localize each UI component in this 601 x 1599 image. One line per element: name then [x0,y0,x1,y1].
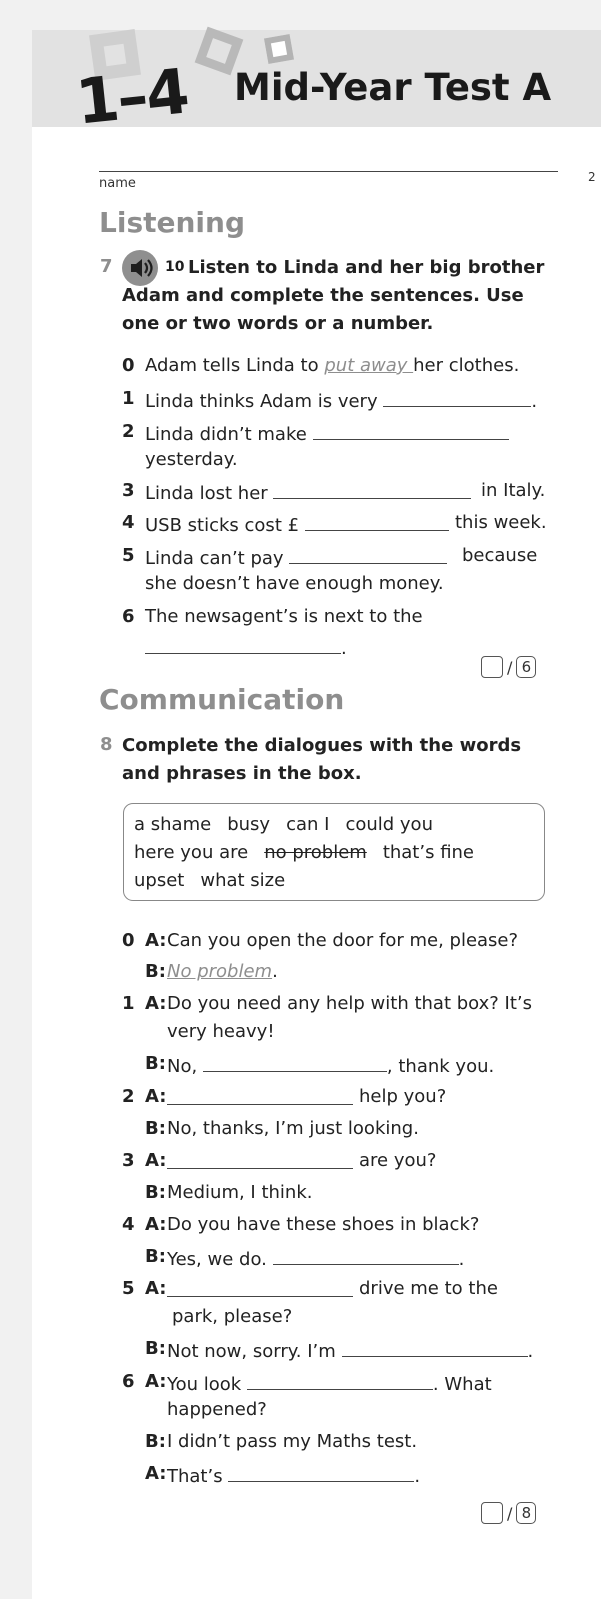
dialogue-line: No problem. [167,961,278,982]
item-number: 4 [122,512,135,533]
item-number: 2 [122,421,135,442]
score-box: / 8 [481,1502,536,1524]
sentence-5-cont: she doesn’t have enough money. [145,573,444,594]
speaker-label: A: [145,930,167,951]
sentence-2: Linda didn’t make [145,421,509,445]
unit-number: 1–4 [72,54,191,139]
sentence-3-end: in Italy. [481,480,546,501]
score-input-box[interactable] [481,656,503,678]
track-number: 10 [165,259,185,275]
speaker-label: A: [145,993,167,1014]
answer-blank[interactable] [273,1246,459,1265]
sentence-5-end: because [462,545,538,566]
sentence-4: USB sticks cost £ [145,512,449,536]
item-number: 3 [122,480,135,501]
dialogue-number: 2 [122,1086,135,1107]
sentence-3: Linda lost her [145,480,471,504]
sentence-6: The newsagent’s is next to the [145,606,423,627]
speaker-label: B: [145,1431,166,1452]
speaker-label: A: [145,1371,167,1392]
dialogue-line: No, thanks, I’m just looking. [167,1118,419,1139]
dialogue-number: 3 [122,1150,135,1171]
dialogue-line: No, , thank you. [167,1053,494,1077]
score-input-box[interactable] [481,1502,503,1524]
dialogue-line: drive me to the [359,1278,498,1299]
dialogue-line: Can you open the door for me, please? [167,930,519,951]
dialogue-line [167,1150,353,1174]
answer-blank[interactable] [167,1150,353,1169]
dialogue-line: I didn’t pass my Maths test. [167,1431,418,1452]
item-number: 0 [122,355,135,376]
dialogue-number: 1 [122,993,135,1014]
decorative-square [264,34,294,64]
speaker-label: B: [145,1246,166,1267]
sentence-5: Linda can’t pay [145,545,447,569]
dialogue-line: help you? [359,1086,447,1107]
speaker-label: B: [145,961,166,982]
answer-blank[interactable] [203,1053,387,1072]
word-box-row-1: a shame busy can I could you [134,814,433,835]
task-instruction: Listen to Linda and her big brother Adam and complete the sentences. Use one or two words or a number. [122,257,545,334]
sentence-0: Adam tells Linda to put away her clothes. [145,355,520,376]
score-max: 8 [516,1502,536,1524]
answer-blank[interactable] [167,1278,353,1297]
page-title: Mid-Year Test A [234,66,552,109]
section-heading-communication: Communication [99,683,345,716]
speaker-label: A: [145,1278,167,1299]
sentence-2-cont: yesterday. [145,449,238,470]
edge-mark: 2 [588,170,596,184]
score-max: 6 [516,656,536,678]
answer-blank[interactable] [247,1371,433,1390]
answer-blank[interactable] [305,512,449,531]
speaker-label: B: [145,1118,166,1139]
sentence-6-cont: . [145,635,347,659]
task-number: 7 [100,256,113,277]
dialogue-number: 0 [122,930,135,951]
speaker-label: A: [145,1150,167,1171]
item-number: 5 [122,545,135,566]
speaker-label: A: [145,1086,167,1107]
task-number: 8 [100,734,113,755]
answer-blank[interactable] [167,1086,353,1105]
speaker-label: A: [145,1214,167,1235]
dialogue-line [167,1086,353,1110]
dialogue-line: That’s . [167,1463,420,1487]
dialogue-line: Do you have these shoes in black? [167,1214,480,1235]
name-label: name [99,176,136,191]
answer-blank[interactable] [342,1338,528,1357]
answer-blank[interactable] [228,1463,414,1482]
answer-blank[interactable] [273,480,471,499]
dialogue-line: Not now, sorry. I’m . [167,1338,533,1362]
answer-blank[interactable] [383,388,531,407]
speaker-label: A: [145,1463,167,1484]
sentence-4-end: this week. [455,512,547,533]
sentence-1: Linda thinks Adam is very . [145,388,537,412]
dialogue-line [167,1278,353,1302]
speaker-label: B: [145,1182,166,1203]
dialogue-line: You look . What [167,1371,492,1395]
dialogue-line: happened? [167,1399,267,1420]
dialogue-line: Do you need any help with that box? It’s [167,993,533,1014]
dialogue-line: park, please? [172,1306,293,1327]
answer-blank[interactable] [289,545,447,564]
section-heading-listening: Listening [99,206,245,239]
answer-blank[interactable] [145,635,341,654]
speaker-label: B: [145,1053,166,1074]
dialogue-line: Medium, I think. [167,1182,313,1203]
example-answer: put away [324,355,414,376]
dialogue-line: are you? [359,1150,437,1171]
word-box-row-3: upset what size [134,870,286,891]
dialogue-number: 5 [122,1278,135,1299]
score-box: / 6 [481,656,536,678]
item-number: 1 [122,388,135,409]
name-field-line[interactable] [99,171,558,172]
dialogue-line: Yes, we do. . [167,1246,464,1270]
word-box-row-2: here you are no problem that’s fine [134,842,475,863]
answer-blank[interactable] [313,421,509,440]
dialogue-number: 4 [122,1214,135,1235]
dialogue-number: 6 [122,1371,135,1392]
example-answer: No problem [167,961,273,982]
speaker-label: B: [145,1338,166,1359]
dialogue-line: very heavy! [167,1021,275,1042]
task-instruction: Complete the dialogues with the words and phrases in the box. [122,735,522,784]
item-number: 6 [122,606,135,627]
